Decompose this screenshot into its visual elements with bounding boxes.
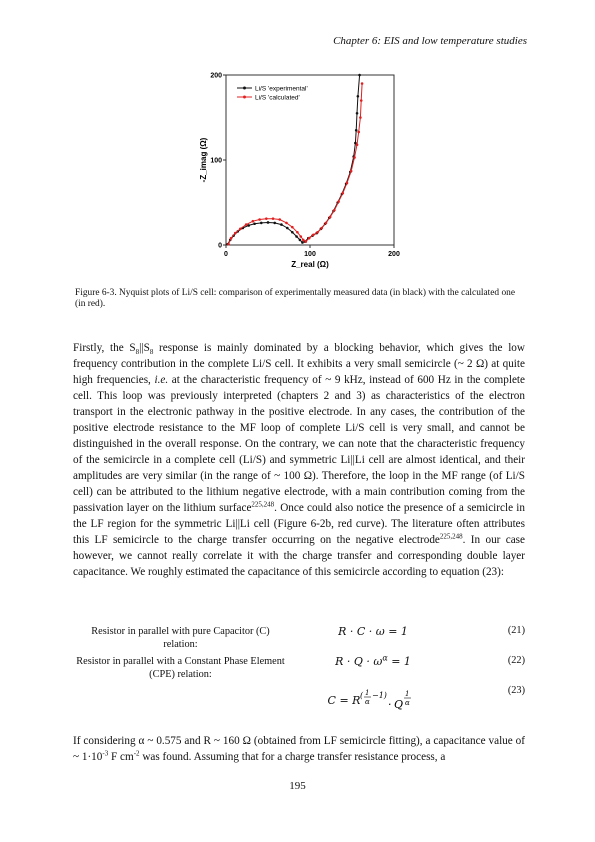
data-point [302,239,305,242]
y-axis-label: -Z_imag (Ω) [199,137,208,183]
data-point [239,228,242,231]
paragraph-1 [73,340,525,580]
nyquist-figure [0,0,595,280]
data-point [361,82,364,85]
data-point [265,217,268,220]
data-point [356,143,359,146]
equation-label: Resistor in parallel with pure Capacitor (C) relation: [91,626,270,650]
data-point [337,200,340,203]
data-point [316,231,319,234]
data-point [291,226,294,229]
data-point [357,95,360,98]
legend-label-1: Li/S 'calculated' [255,94,300,102]
x-axis-label: Z_real (Ω) [291,260,329,269]
data-point [350,170,353,173]
running-header: Chapter 6: EIS and low temperature studies [333,35,527,47]
data-point [296,231,299,234]
equation-number: (23) [507,685,525,696]
data-point [280,223,283,226]
svg-text:Q: Q [394,698,404,711]
data-point [273,222,276,225]
equation-23 [73,685,525,719]
data-point [278,218,281,221]
svg-text:(: ( [360,691,364,700]
plot-frame [226,75,394,245]
data-point [312,234,315,237]
data-point [299,235,302,238]
data-point [301,241,304,244]
y-tick-label: 100 [210,157,222,165]
subscript: 8 [149,348,154,357]
y-tick-label: 200 [210,72,222,80]
data-point [355,129,358,132]
citation: 225,248 [251,500,275,509]
equation-21 [73,625,525,655]
x-tick-label: 200 [388,251,400,258]
exponent: -2 [133,749,140,758]
equation-formula: R · C · ω = 1 [338,625,408,638]
para1-text: . Once could also notice the presence of a semicircle in the LF region for the symmetric Li||Li cell (Figure 6-2b, red curve). The literature often attributes this LF semicircle to the charge transfer occurring on the negative electrode [73,502,525,546]
data-point [360,99,363,102]
data-point [295,235,298,238]
data-point [341,192,344,195]
data-point [357,131,360,134]
para1-text: response is mainly dominated by a blocking behavior, which gives the low frequency contribution in the complete Li/S cell. It exhibits a very small semicircle (~ 2 Ω) at quite high frequencies, [73,342,525,386]
data-point [234,232,237,235]
data-point [260,222,263,225]
data-point [285,222,288,225]
data-point [329,216,332,219]
data-point [333,209,336,212]
y-tick-label: 0 [218,242,222,250]
para1-text: Firstly, the S [73,342,136,354]
equation-number: (21) [507,625,525,636]
svg-text:−1): −1) [372,691,388,700]
series-line-1 [229,84,363,245]
equation-23-graphic [360,689,418,713]
data-point [325,222,328,225]
page-number: 195 [289,780,306,792]
equation-number: (22) [507,655,525,666]
data-point [230,237,233,240]
svg-text:α: α [365,698,371,706]
subscript: 8 [135,348,140,357]
equation-label: Resistor in parallel with a Constant Phase Element (CPE) relation: [76,656,285,680]
data-point [308,237,311,240]
data-point [258,218,261,221]
x-tick-label: 100 [304,251,316,258]
data-point [359,116,362,119]
figure-caption: Figure 6-3. Nyquist plots of Li/S cell: comparison of experimentally measured data (in black) with the calculated one (in red). [75,288,515,309]
data-point [358,74,361,77]
italic-ie: i.e. [154,374,169,386]
svg-text:1: 1 [405,690,410,698]
data-point [245,223,248,226]
paragraph-2: If considering α ~ 0.575 and R ~ 160 Ω (obtained from LF semicircle fitting), a capacitance value of ~ $1\cdot 10^{-3}$ F $cm^{-2}$ was found. Assuming that for a charge transfer resistance process, a [73,735,525,763]
data-point [252,220,255,223]
exponent: -3 [102,749,109,758]
data-point [299,239,302,242]
legend-label-0: Li/S 'experimental' [255,85,308,93]
legend-marker-0 [243,87,246,90]
data-point [353,156,356,159]
svg-text:·: · [388,698,392,711]
equation-formula: $R \cdot Q \cdot \omega^\alpha = 1$ [335,653,411,668]
svg-text:1: 1 [365,689,370,697]
citation: 225,248 [439,532,463,541]
para1-text: ||S [139,342,150,354]
nyquist-chart [0,0,595,280]
data-point [227,243,230,246]
data-point [247,224,250,227]
data-point [253,222,256,225]
data-point [356,112,359,115]
x-tick-label: 0 [224,251,228,258]
data-point [267,221,270,224]
equation-22 [73,655,525,685]
para1-text: . In our case however, we cannot really correlate it with the charge transfer and corresponding double layer capacitance. We roughly estimated the capacitance of this semicircle according to equation (23): [73,534,525,578]
equation-formula: C = R ( 1 α −1) · Q 1 α [313,689,433,713]
svg-text:α: α [405,699,411,707]
data-point [291,231,294,234]
data-point [320,227,323,230]
data-point [305,240,308,243]
para1-text: at the characteristic frequency of ~ 9 kHz, instead of 600 Hz in the complete cell. This loop was previously interpreted (chapters 2 and 3) as characteristics of the electron transport in the electronic pathway in the positive electrode. In any cases, the contribution of the positive electrode resistance to the MF loop of complete Li/S cell is very small, and cannot be distinguished in the overall response. On the contrary, we can note that the characteristic frequency of the semicircle in a complete cell (Li/S) and symmetric Li||Li cell are almost identical, and their amplitudes are very similar (in the range of ~ 100 Ω). Therefore, the loop in the MF range (of Li/S cell) can be attributed to the lithium negative electrode, with a main contribution coming from the passivation layer on the lithium surface [73,374,525,514]
data-point [346,182,349,185]
data-point [286,227,289,230]
legend-marker-1 [243,96,246,99]
data-point [272,217,275,220]
